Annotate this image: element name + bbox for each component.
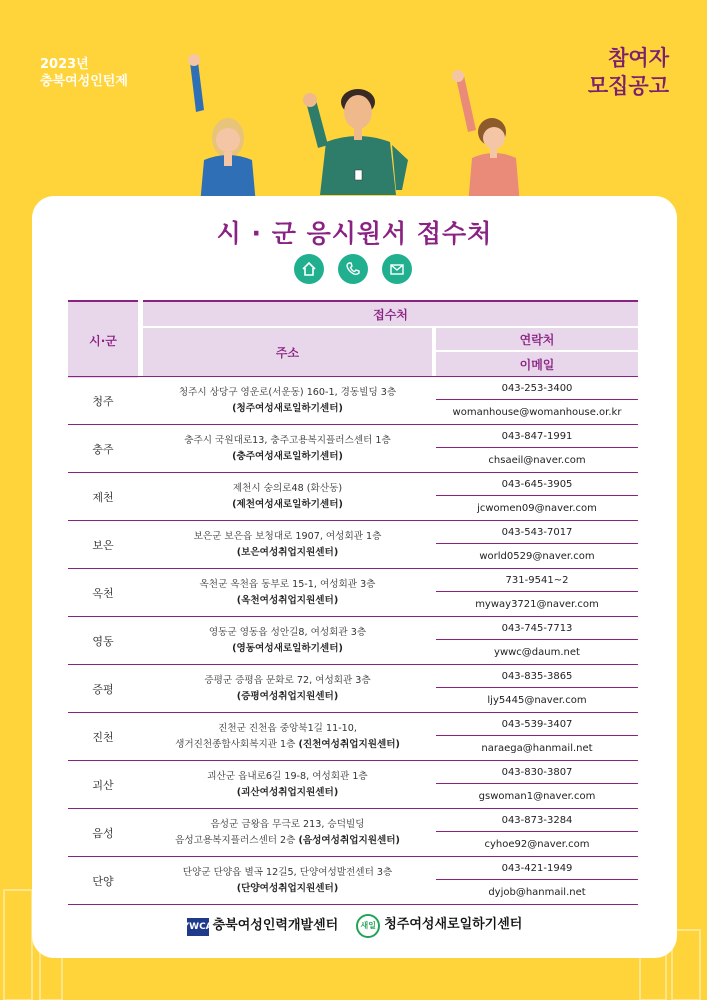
cell-email: jcwomen09@naver.com (477, 502, 597, 514)
table-row (68, 664, 638, 712)
contact-icons (294, 254, 412, 284)
cell-phone: 043-745-7713 (436, 617, 638, 640)
cell-phone: 043-847-1991 (436, 425, 638, 448)
cell-phone: 043-539-3407 (436, 713, 638, 736)
address-line-1: 단양군 단양읍 별곡 12길5, 단양여성발전센터 3층 (182, 866, 393, 878)
cell-city: 진천 (92, 730, 114, 744)
address-line-2-text: (충주여성새로일하기센터) (232, 450, 343, 462)
address-line-2-center: (음성여성취업지원센터) (298, 834, 400, 846)
person-left (188, 54, 256, 205)
cell-email: world0529@naver.com (479, 550, 595, 562)
table-row (68, 712, 638, 760)
address-line-2-center: (진천여성취업지원센터) (298, 738, 400, 750)
cell-phone: 043-830-3807 (436, 761, 638, 784)
notice-title (588, 44, 669, 100)
address-line-2-text: (영동여성새로일하기센터) (232, 642, 343, 654)
address-line-2 (237, 545, 338, 561)
address-line-1: 제천시 숭의로48 (화산동) (232, 482, 343, 494)
table-row (68, 568, 638, 616)
address-line-1: 영동군 영동읍 성안길8, 여성회관 3층 (208, 626, 367, 638)
person-right (452, 70, 520, 205)
header-office: 접수처 (143, 300, 638, 326)
address-line-1: 옥천군 옥천읍 동부로 15-1, 여성회관 3층 (199, 578, 376, 590)
cell-city: 단양 (92, 874, 114, 888)
address-line-2-text: (증평여성취업지원센터) (236, 690, 339, 702)
address-line-1: 충주시 국원대로13, 충주고용복지플러스센터 1층 (184, 434, 391, 446)
org-2-name: 청주여성새로일하기센터 (384, 917, 523, 932)
cell-email: dyjob@hanmail.net (488, 886, 586, 898)
table-bottom-rule (68, 904, 638, 905)
address-line-1: 진천군 진천읍 중앙북1길 11-10, (218, 722, 357, 734)
saeil-logo: 새일 (356, 914, 380, 938)
reception-table (68, 300, 638, 905)
cell-address (143, 713, 432, 760)
year-text: 2023년 (40, 57, 89, 72)
address-line-1: 음성군 금왕읍 무극로 213, 승덕빌딩 (210, 818, 365, 830)
cell-email: cyhoe92@naver.com (484, 838, 590, 850)
person-middle (303, 89, 408, 195)
table-row (68, 616, 638, 664)
cell-phone: 731-9541~2 (436, 569, 638, 592)
ywca-logo: YWCA (187, 918, 209, 936)
cell-address (143, 665, 432, 712)
cell-city: 충주 (92, 442, 114, 456)
address-line-2 (175, 737, 400, 753)
address-line-2 (237, 881, 338, 897)
cell-city: 증평 (92, 682, 114, 696)
cell-address (143, 377, 432, 424)
address-line-2-text: (옥천여성취업지원센터) (236, 594, 339, 606)
header-address: 주소 (143, 328, 432, 376)
cell-address (143, 521, 432, 568)
table-row (68, 472, 638, 520)
cell-phone: 043-873-3284 (436, 809, 638, 832)
address-line-2-text: 음성고용복지플러스센터 2층 (175, 834, 299, 846)
address-line-2 (237, 689, 338, 705)
cell-email: naraega@hanmail.net (481, 742, 593, 754)
notice-line-1: 참여자 (608, 46, 669, 70)
table-row (68, 856, 638, 904)
address-line-2 (232, 449, 343, 465)
program-label (40, 56, 128, 90)
cell-phone: 043-253-3400 (436, 377, 638, 400)
cell-address (143, 809, 432, 856)
cell-phone: 043-543-7017 (436, 521, 638, 544)
address-line-2 (232, 401, 343, 417)
address-line-2 (232, 641, 343, 657)
org-2 (356, 913, 522, 938)
phone-icon (338, 254, 368, 284)
header-email: 이메일 (436, 352, 638, 376)
address-line-2 (232, 497, 343, 513)
page-title: 시 · 군 응시원서 접수처 (216, 219, 493, 248)
cell-email: ywwc@daum.net (494, 646, 580, 658)
main-card (32, 196, 677, 958)
mail-icon (382, 254, 412, 284)
cheering-people-illustration (170, 50, 550, 205)
cell-email: myway3721@naver.com (475, 598, 599, 610)
address-line-2 (237, 593, 338, 609)
address-line-1: 증평군 증평읍 문화로 72, 여성회관 3층 (204, 674, 371, 686)
cell-email: gswoman1@naver.com (478, 790, 596, 802)
address-line-2 (237, 785, 338, 801)
org-1 (182, 914, 339, 936)
table-body (68, 376, 638, 904)
cell-city: 옥천 (92, 586, 114, 600)
cell-address (143, 569, 432, 616)
address-line-2-text: (단양여성취업지원센터) (236, 882, 339, 894)
address-line-1: 청주시 상당구 영운로(서운동) 160-1, 경동빌딩 3층 (178, 386, 397, 398)
program-name: 충북여성인턴제 (40, 74, 128, 89)
cell-address (143, 473, 432, 520)
cell-address (143, 617, 432, 664)
table-header (68, 300, 638, 376)
org-1-name: 충북여성인력개발센터 (212, 918, 339, 934)
address-line-2-text: (제천여성새로일하기센터) (232, 498, 343, 510)
table-row (68, 808, 638, 856)
cell-city: 괴산 (92, 778, 114, 792)
cell-phone: 043-645-3905 (436, 473, 638, 496)
address-line-2-text: (청주여성새로일하기센터) (232, 402, 343, 414)
footer-logos (32, 913, 677, 938)
home-icon (294, 254, 324, 284)
table-row (68, 376, 638, 424)
address-line-2-text: (보은여성취업지원센터) (236, 546, 339, 558)
cell-city: 음성 (92, 826, 114, 840)
cell-address (143, 857, 432, 904)
table-row (68, 760, 638, 808)
cell-city: 청주 (92, 394, 114, 408)
address-line-2-text: 생거진천종합사회복지관 1층 (175, 738, 299, 750)
address-line-2-text: (괴산여성취업지원센터) (236, 786, 339, 798)
table-row (68, 424, 638, 472)
cell-city: 영동 (92, 634, 114, 648)
header-city: 시·군 (68, 300, 138, 378)
address-line-1: 보은군 보은읍 보청대로 1907, 여성회관 1층 (193, 530, 382, 542)
table-row (68, 520, 638, 568)
header-contact: 연락처 (436, 328, 638, 350)
cell-city: 보은 (92, 538, 114, 552)
cell-email: ljy5445@naver.com (487, 694, 587, 706)
cell-email: chsaeil@naver.com (488, 454, 586, 466)
cell-address (143, 425, 432, 472)
address-line-1: 괴산군 읍내로6길 19-8, 여성회관 1층 (207, 770, 368, 782)
notice-line-2: 모집공고 (587, 74, 669, 98)
cell-email: womanhouse@womanhouse.or.kr (452, 406, 622, 418)
address-line-2 (175, 833, 400, 849)
cell-address (143, 761, 432, 808)
cell-city: 제천 (92, 490, 114, 504)
cell-phone: 043-421-1949 (436, 857, 638, 880)
cell-phone: 043-835-3865 (436, 665, 638, 688)
